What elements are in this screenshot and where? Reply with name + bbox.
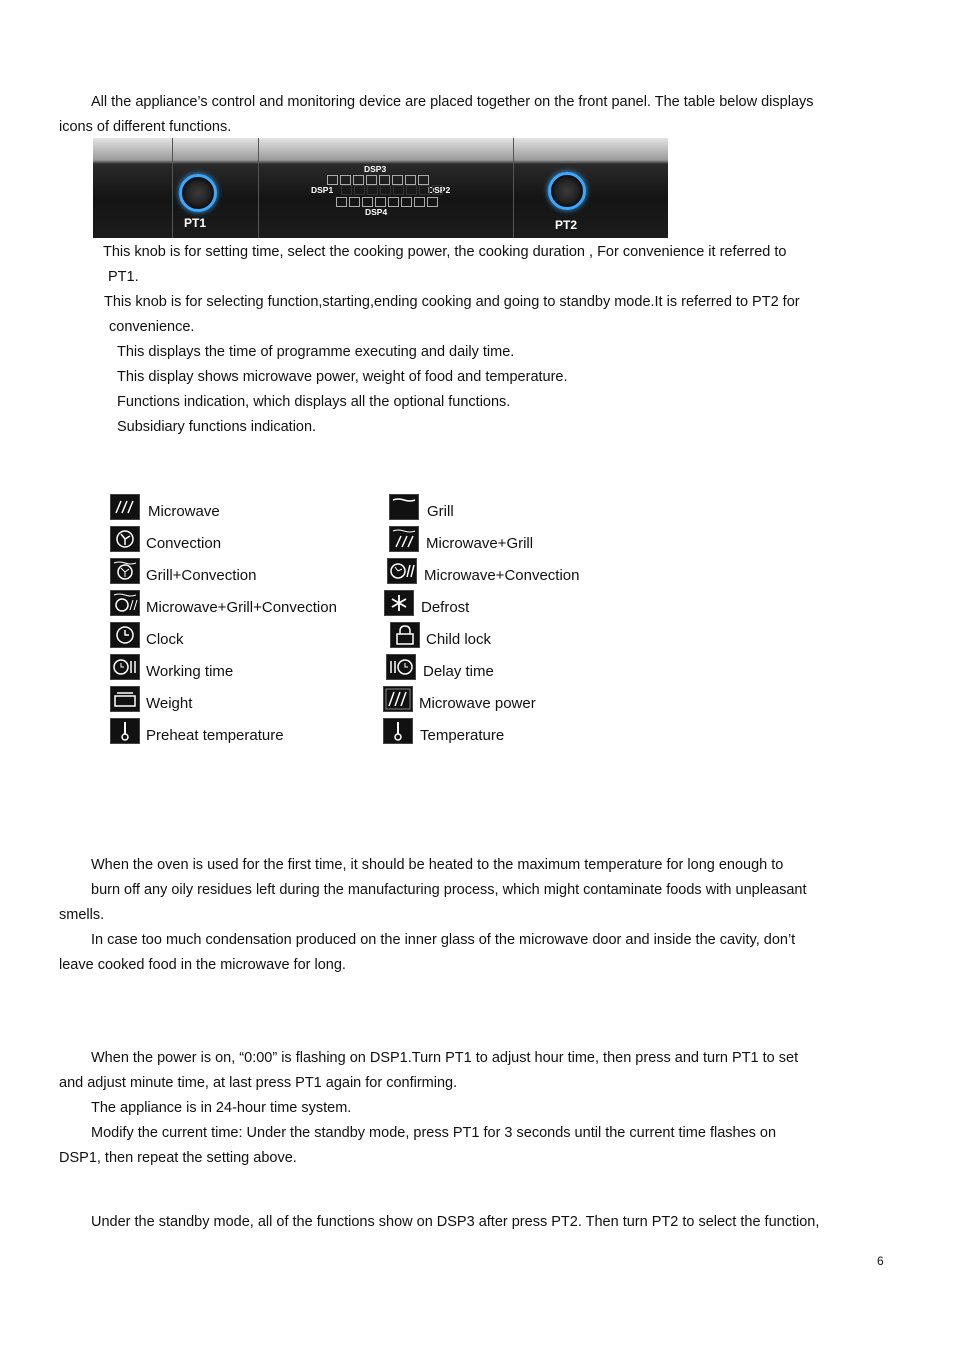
icon-label-weight: Weight [146, 695, 193, 712]
dsp1-description: This displays the time of programme executing and daily time. [117, 344, 515, 360]
microwave-grill-icon [389, 526, 419, 552]
pt2-knob [548, 172, 586, 210]
standby-line-1: Under the standby mode, all of the functions show on DSP3 after press PT2. Then turn PT2 to select the function, [91, 1214, 820, 1230]
microwave-convection-icon [387, 558, 417, 584]
pt2-description: This knob is for selecting function,starting,ending cooking and going to standby mode.It is referred to PT2 for [104, 294, 800, 310]
pt1-description: This knob is for setting time, select the cooking power, the cooking duration , For convenience it referred to [103, 244, 787, 260]
clock-line-5: DSP1, then repeat the setting above. [59, 1150, 297, 1166]
grill-icon [389, 494, 419, 520]
snowflake-icon [384, 590, 414, 616]
icon-label-microwave-power: Microwave power [419, 695, 536, 712]
icon-label-grill-convection: Grill+Convection [146, 567, 257, 584]
page-number: 6 [877, 1254, 884, 1268]
icon-label-child-lock: Child lock [426, 631, 492, 648]
thermometer-icon [383, 718, 413, 744]
first-use-line-1: When the oven is used for the first time, it should be heated to the maximum temperature for long enough to [91, 857, 784, 873]
working-time-icon [110, 654, 140, 680]
grill-convection-icon [110, 558, 140, 584]
control-panel-image [93, 138, 668, 238]
dsp4-description: Subsidiary functions indication. [117, 419, 317, 435]
first-use-line-2: burn off any oily residues left during the manufacturing process, which might contaminate foods with unpleasant [91, 882, 807, 898]
microwave-power-icon [383, 686, 413, 712]
dsp3-icon-strip [327, 175, 429, 185]
icon-label-convection: Convection [146, 535, 222, 552]
dsp3-label: DSP3 [364, 164, 387, 174]
intro-line-1: All the appliance’s control and monitoring device are placed together on the front panel. The table below displays [91, 94, 814, 110]
icon-label-defrost: Defrost [421, 599, 470, 616]
icon-label-preheat-temperature: Preheat temperature [146, 727, 284, 744]
pt1-description-cont: PT1. [108, 269, 139, 285]
clock-icon [110, 622, 140, 648]
pt1-knob [179, 174, 217, 212]
icon-label-microwave-grill-convection: Microwave+Grill+Convection [146, 599, 337, 616]
pt1-label: PT1 [184, 216, 207, 230]
clock-line-3: The appliance is in 24-hour time system. [91, 1100, 352, 1116]
dsp2-label: DSP2 [428, 185, 451, 195]
clock-line-1: When the power is on, “0:00” is flashing on DSP1.Turn PT1 to adjust hour time, then press and turn PT1 to set [91, 1050, 799, 1066]
icon-label-delay-time: Delay time [423, 663, 494, 680]
dsp3-description: Functions indication, which displays all the optional functions. [117, 394, 511, 410]
first-use-line-3: smells. [59, 907, 105, 923]
dsp4-icon-strip [336, 197, 438, 207]
dsp2-description: This display shows microwave power, weight of food and temperature. [117, 369, 568, 385]
icon-label-microwave: Microwave [148, 503, 220, 520]
digit-segments [341, 185, 443, 195]
first-use-line-5: leave cooked food in the microwave for long. [59, 957, 346, 973]
pt2-description-cont: convenience. [109, 319, 195, 335]
first-use-line-4: In case too much condensation produced on the inner glass of the microwave door and inside the cavity, don’t [91, 932, 796, 948]
convection-icon [110, 526, 140, 552]
icon-label-microwave-grill: Microwave+Grill [426, 535, 534, 552]
delay-time-icon [386, 654, 416, 680]
lock-icon [390, 622, 420, 648]
icon-label-grill: Grill [427, 503, 454, 520]
icon-label-clock: Clock [146, 631, 184, 648]
pt2-label: PT2 [555, 218, 578, 232]
dsp1-label: DSP1 [311, 185, 334, 195]
microwave-grill-convection-icon [110, 590, 140, 616]
weight-icon [110, 686, 140, 712]
clock-line-2: and adjust minute time, at last press PT1 again for confirming. [59, 1075, 458, 1091]
icon-label-temperature: Temperature [420, 727, 505, 744]
dsp4-label: DSP4 [365, 207, 388, 217]
intro-line-2: icons of different functions. [59, 119, 232, 135]
clock-line-4: Modify the current time: Under the standby mode, press PT1 for 3 seconds until the current time flashes on [91, 1125, 777, 1141]
thermometer-icon [110, 718, 140, 744]
icon-label-microwave-convection: Microwave+Convection [424, 567, 580, 584]
microwave-icon [110, 494, 140, 520]
icon-label-working-time: Working time [146, 663, 234, 680]
